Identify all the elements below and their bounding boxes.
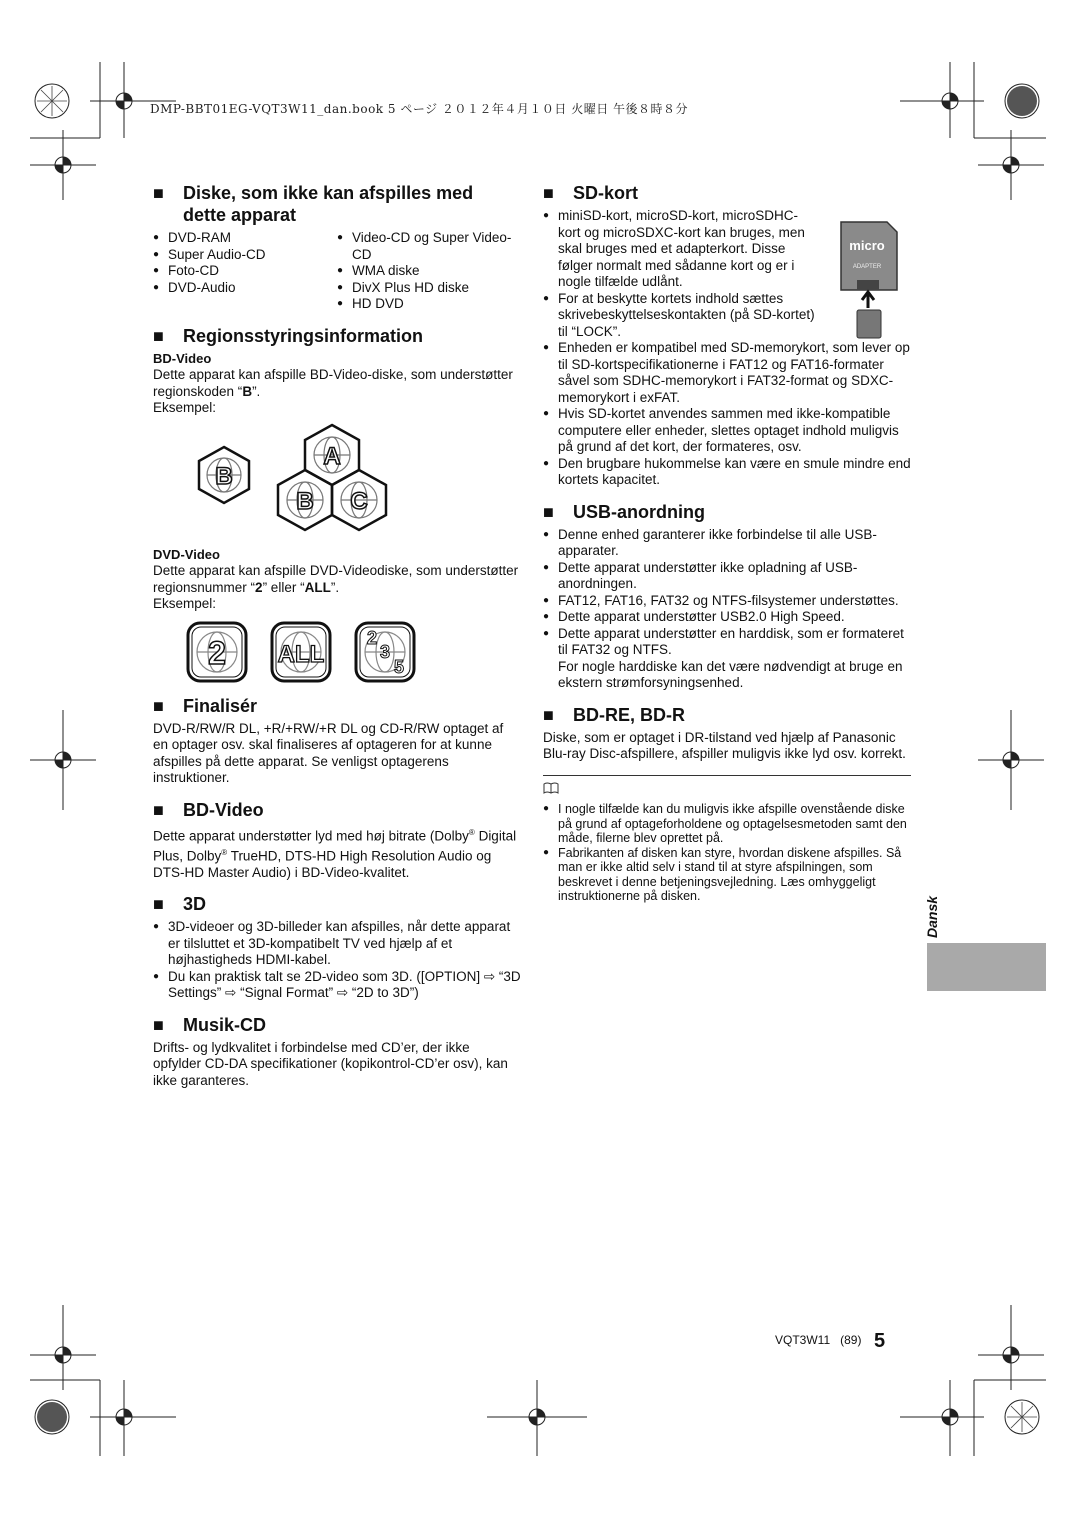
right-column xyxy=(543,182,911,904)
list-item: ● miniSD-kort, microSD-kort, microSDHC-kort og microSDXC-kort kan bruges, men skal bruges med et adapterkort. Disse følger normalt med sådanne kort og er i nogle tilfælde udlånt. xyxy=(543,208,911,291)
section-unplayable-discs xyxy=(153,182,521,313)
list-item: ● DivX Plus HD diske xyxy=(337,280,521,297)
list-item: ● FAT12, FAT16, FAT32 og NTFS-filsystemer understøttes. xyxy=(543,593,911,610)
list-item: ● Hvis SD-kortet anvendes sammen med ikke-kompatible computere eller enheder, slettes optaget indhold muligvis på grund af det kort, der formateres, osv. xyxy=(543,406,911,456)
svg-text:2: 2 xyxy=(366,627,378,648)
book-header-line: DMP-BBT01EG-VQT3W11_dan.book 5 ページ ２０１２年４月１０日 火曜日 午後８時８分 xyxy=(150,102,689,116)
bd-video-text: Dette apparat understøtter lyd med høj bitrate (Dolby® Digital Plus, Dolby® TrueHD, DTS-HD High Resolution Audio og DTS-HD Master Audio) i BD-Video-kvalitet. xyxy=(153,827,517,880)
bd-logo-letter: A xyxy=(323,442,341,470)
footer-code: VQT3W11 (89) xyxy=(775,1333,862,1347)
bd-region-text: Dette apparat kan afspille BD-Video-diske, som understøtter regionskoden “B”. xyxy=(153,367,513,399)
section-musik-cd xyxy=(153,1014,521,1090)
list-item: ● Foto-CD xyxy=(153,263,337,280)
section-title: ■ USB-anordning xyxy=(543,501,705,522)
list-item: ● Du kan praktisk talt se 2D-video som 3D. ([OPTION] ⇨ “3D Settings” ⇨ “Signal Format” ⇨ “2D to 3D”) xyxy=(153,969,521,1002)
list-item: ● WMA diske xyxy=(337,263,521,280)
section-bd-re xyxy=(543,704,911,763)
section-title: ■ Musik-CD xyxy=(153,1014,267,1035)
bd-region-logo-graphic xyxy=(153,423,403,541)
list-item: ● DVD-RAM xyxy=(153,230,337,247)
section-title: ■ SD-kort xyxy=(543,183,639,203)
bd-logo-letter: C xyxy=(350,487,368,515)
section-bd-video xyxy=(153,799,521,882)
bd-logo-letter: B xyxy=(296,487,314,515)
list-item: ● Dette apparat understøtter ikke opladning af USB-anordningen. xyxy=(543,560,911,593)
svg-text:micro: micro xyxy=(849,238,885,253)
section-title: ■ BD-Video xyxy=(153,799,264,820)
section-title: ■ BD-RE, BD-R xyxy=(543,704,685,725)
svg-text:ALL: ALL xyxy=(277,640,325,668)
language-tab-block xyxy=(927,943,1046,991)
section-finalize xyxy=(153,695,521,787)
svg-text:3: 3 xyxy=(379,641,391,662)
list-item: ● For at beskytte kortets indhold sættes skrivebeskyttelseskontakten (på SD-kortet) til “LOCK”. xyxy=(543,291,911,341)
list-item: ● Denne enhed garanterer ikke forbindelse til alle USB-apparater. xyxy=(543,527,911,560)
list-item: ● Den brugbare hukommelse kan være en smule mindre end kortets kapacitet. xyxy=(543,456,911,489)
list-item: ● DVD-Audio xyxy=(153,280,337,297)
section-sd-card xyxy=(543,182,911,489)
note-book-icon xyxy=(543,782,911,799)
list-item: ● Dette apparat understøtter USB2.0 High Speed. xyxy=(543,609,911,626)
finalize-text: DVD-R/RW/R DL, +R/+RW/+R DL og CD-R/RW optaget af en optager osv. skal finaliseres af optageren for at kunne afspilles på dette apparat. Se venligst optagerens instruktioner. xyxy=(153,720,504,785)
list-item: ● Super Audio-CD xyxy=(153,247,337,264)
usb-note: For nogle harddiske kan det være nødvendigt at bruge en ekstern strømforsyningsenhed. xyxy=(558,658,903,690)
list-item: ● Enheden er kompatibel med SD-memorykort, som lever op til SD-kortspecifikationerne i FAT12 og FAT16-formater såvel som SDHC-memorykort i FAT32-format og SDXC-memorykort i exFAT. xyxy=(543,340,911,406)
disc-list-2 xyxy=(337,230,521,313)
bd-region-logos xyxy=(153,423,521,541)
musik-text: Drifts- og lydkvalitet i forbindelse med CD’er, der ikke opfylder CD-DA specifikationer (kopikontrol-CD’er osv), kan ikke garanteres. xyxy=(153,1039,508,1088)
list-item: ● Fabrikanten af disken kan styre, hvordan diskene afspilles. Så man er ikke altid selv i stand til at styre afspilningen, som beskrevet i denne betjeningsvejledning. Læs omhyggeligt instruktionerne på disken. xyxy=(543,846,911,904)
dvd-region-logos xyxy=(186,621,521,683)
list-item: ● I nogle tilfælde kan du muligvis ikke afspille ovenstående diske på grund af optageforholdene og optagelsesmetoden samt den måde, filerne blev oprettet på. xyxy=(543,802,911,846)
example-label: Eksempel: xyxy=(153,400,217,415)
svg-text:ADAPTER: ADAPTER xyxy=(852,264,882,270)
section-3d xyxy=(153,893,521,1002)
section-title: ■ Diske, som ikke kan afspilles med dette apparat xyxy=(153,183,474,225)
section-title: ■ Regionsstyringsinformation xyxy=(153,325,424,346)
section-title: ■ 3D xyxy=(153,894,207,914)
dvd-video-subtitle: DVD-Video xyxy=(153,546,220,562)
left-column xyxy=(153,182,521,1101)
dvd-logo-all xyxy=(270,621,332,683)
section-usb xyxy=(543,501,911,692)
list-item: ● Video-CD og Super Video-CD xyxy=(337,230,521,263)
bd-re-text: Diske, som er optaget i DR-tilstand ved hjælp af Panasonic Blu-ray Disc-afspillere, afspiller muligvis ikke lyd osv. korrekt. xyxy=(543,729,906,761)
language-side-label: Dansk xyxy=(924,895,940,938)
section-region xyxy=(153,325,521,683)
list-item: ● HD DVD xyxy=(337,296,521,313)
dvd-region-text: Dette apparat kan afspille DVD-Videodiske, som understøtter regionsnummer “2” eller “ALL”. xyxy=(153,563,519,595)
svg-text:2: 2 xyxy=(208,634,226,671)
divider xyxy=(543,775,911,776)
page-number: 5 xyxy=(874,1330,886,1352)
svg-text:5: 5 xyxy=(393,656,405,677)
dvd-logo-2 xyxy=(186,621,248,683)
section-title: ■ Finalisér xyxy=(153,695,258,716)
list-item: ● 3D-videoer og 3D-billeder kan afspilles, når dette apparat er tilsluttet et 3D-kompatibelt TV ved hjælp af et højhastigheds HDMI-kabel. xyxy=(153,919,521,969)
bd-logo-letter: B xyxy=(215,462,233,490)
example-label: Eksempel: xyxy=(153,596,217,611)
notes-list xyxy=(543,802,911,904)
bd-video-subtitle: BD-Video xyxy=(153,350,212,366)
list-item: ● Dette apparat understøtter en harddisk, som er formateret til FAT32 og NTFS. xyxy=(543,626,911,659)
dvd-logo-235 xyxy=(354,621,416,683)
disc-list-1 xyxy=(153,230,337,313)
